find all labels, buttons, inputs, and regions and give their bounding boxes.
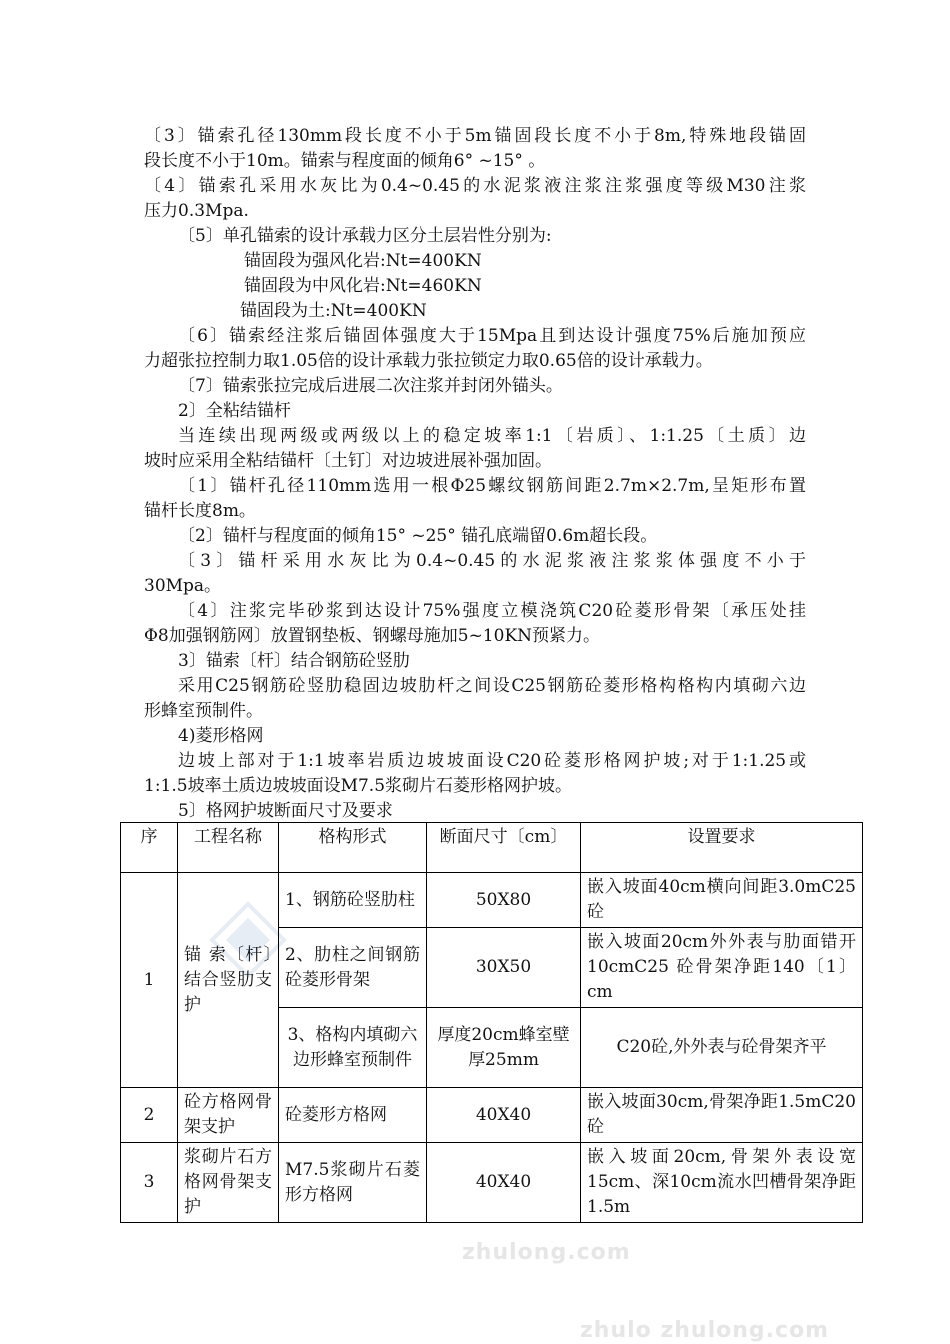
header-form: 格构形式 [279,823,427,873]
paragraph-line: 〔4〕锚索孔采用水灰比为0.4~0.45的水泥浆液注浆注浆强度等级M30注浆 [144,176,806,196]
row-seq: 2 [121,1088,178,1143]
paragraph-line: 边坡上部对于1:1坡率岩质边坡坡面设C20砼菱形格网护坡;对于1:1.25或 [178,751,806,771]
section-heading: 5〕格网护坡断面尺寸及要求 [178,801,393,821]
paragraph-line: 〔5〕单孔锚索的设计承载力区分土层岩性分别为: [178,226,552,246]
paragraph-line: 〔4〕注浆完毕砂浆到达设计75%强度立模浇筑C20砼菱形骨架〔承压处挂 [178,601,806,621]
paragraph-line: 〔7〕锚索张拉完成后进展二次注浆并封闭外锚头。 [178,376,563,396]
header-req: 设置要求 [581,823,863,873]
section-heading: 2〕全粘结锚杆 [178,401,291,421]
paragraph-line: 锚固段为土:Nt=400KN [240,301,427,321]
paragraph-line: 1:1.5坡率土质边坡坡面设M7.5浆砌片石菱形格网护坡。 [144,776,573,796]
table-row [121,1088,863,1143]
header-seq: 序 [121,823,178,873]
row-form: 2、肋柱之间钢筋砼菱形骨架 [279,928,427,1008]
row-seq: 3 [121,1143,178,1223]
watermark-text: zhulong.com [462,1240,631,1265]
paragraph-line: 段长度不小于10m。锚索与程度面的倾角6° ~15° 。 [144,151,546,171]
header-size: 断面尺寸〔cm〕 [427,823,581,873]
paragraph-line: 锚固段为强风化岩:Nt=400KN [244,251,482,271]
row-size: 30X50 [427,928,581,1008]
row-req: 嵌入坡面20cm外外表与肋面错开 10cmC25 砼骨架净距140〔1〕cm [581,928,863,1008]
row-size: 40X40 [427,1143,581,1223]
row-form: 砼菱形方格网 [279,1088,427,1143]
row-form: M7.5浆砌片石菱形方格网 [279,1143,427,1223]
paragraph-line: 锚固段为中风化岩:Nt=460KN [244,276,482,296]
row-name: 砼方格网骨架支护 [178,1088,279,1143]
paragraph-line: 〔3〕锚索孔径130mm段长度不小于5m锚固段长度不小于8m,特殊地段锚固 [144,126,806,146]
paragraph-line: 〔3〕锚杆采用水灰比为0.4~0.45的水泥浆液注浆浆体强度不小于 [178,551,806,571]
paragraph-line: Φ8加强钢筋网〕放置钢垫板、钢螺母施加5~10KN预紧力。 [144,626,601,646]
paragraph-line: 当连续出现两级或两级以上的稳定坡率1:1〔岩质〕、1:1.25〔土质〕边 [178,426,806,446]
paragraph-line: 力超张拉控制力取1.05倍的设计承载力张拉锁定力取0.65倍的设计承载力。 [144,351,713,371]
row-req: 嵌入坡面40cm横向间距3.0mC25砼 [581,873,863,928]
header-name: 工程名称 [178,823,279,873]
row-req: C20砼,外外表与砼骨架齐平 [581,1008,863,1088]
paragraph-line: 30Mpa。 [144,576,222,596]
row-seq: 1 [121,873,178,1088]
paragraph-line: 〔1〕锚杆孔径110mm选用一根Φ25螺纹钢筋间距2.7m×2.7m,呈矩形布置 [178,476,807,496]
row-form: 3、格构内填砌六边形蜂室预制件 [279,1008,427,1088]
paragraph-line: 〔6〕锚索经注浆后锚固体强度大于15Mpa且到达设计强度75%后施加预应 [178,326,806,346]
row-size: 厚度20cm蜂室壁厚25mm [427,1008,581,1088]
paragraph-line: 压力0.3Mpa. [144,201,249,221]
row-size: 40X40 [427,1088,581,1143]
row-name: 锚 索〔杆〕结合竖肋支护 [178,873,279,1088]
watermark-text: zhulo zhulong.com [580,1318,830,1343]
paragraph-line: 采用C25钢筋砼竖肋稳固边坡肋杆之间设C25钢筋砼菱形格构格构内填砌六边 [178,676,806,696]
row-name: 浆砌片石方格网骨架支护 [178,1143,279,1223]
section-heading: 3〕锚索〔杆〕结合钢筋砼竖肋 [178,651,410,671]
row-form: 1、钢筋砼竖肋柱 [279,873,427,928]
paragraph-line: 〔2〕锚杆与程度面的倾角15° ~25° 锚孔底端留0.6m超长段。 [178,526,658,546]
row-req: 嵌入坡面30cm,骨架净距1.5mC20砼 [581,1088,863,1143]
table-header-row [121,823,863,873]
spec-table [120,822,863,1223]
table-row [121,1143,863,1223]
paragraph-line: 坡时应采用全粘结锚杆〔土钉〕对边坡进展补强加固。 [144,451,552,471]
row-req: 嵌入坡面20cm,骨架外表设宽15cm、深10cm流水凹槽骨架净距1.5m [581,1143,863,1223]
paragraph-line: 锚杆长度8m。 [144,501,256,521]
paragraph-line: 形蜂室预制件。 [144,701,263,721]
section-heading: 4)菱形格网 [178,726,264,746]
row-size: 50X80 [427,873,581,928]
table-row [121,873,863,928]
